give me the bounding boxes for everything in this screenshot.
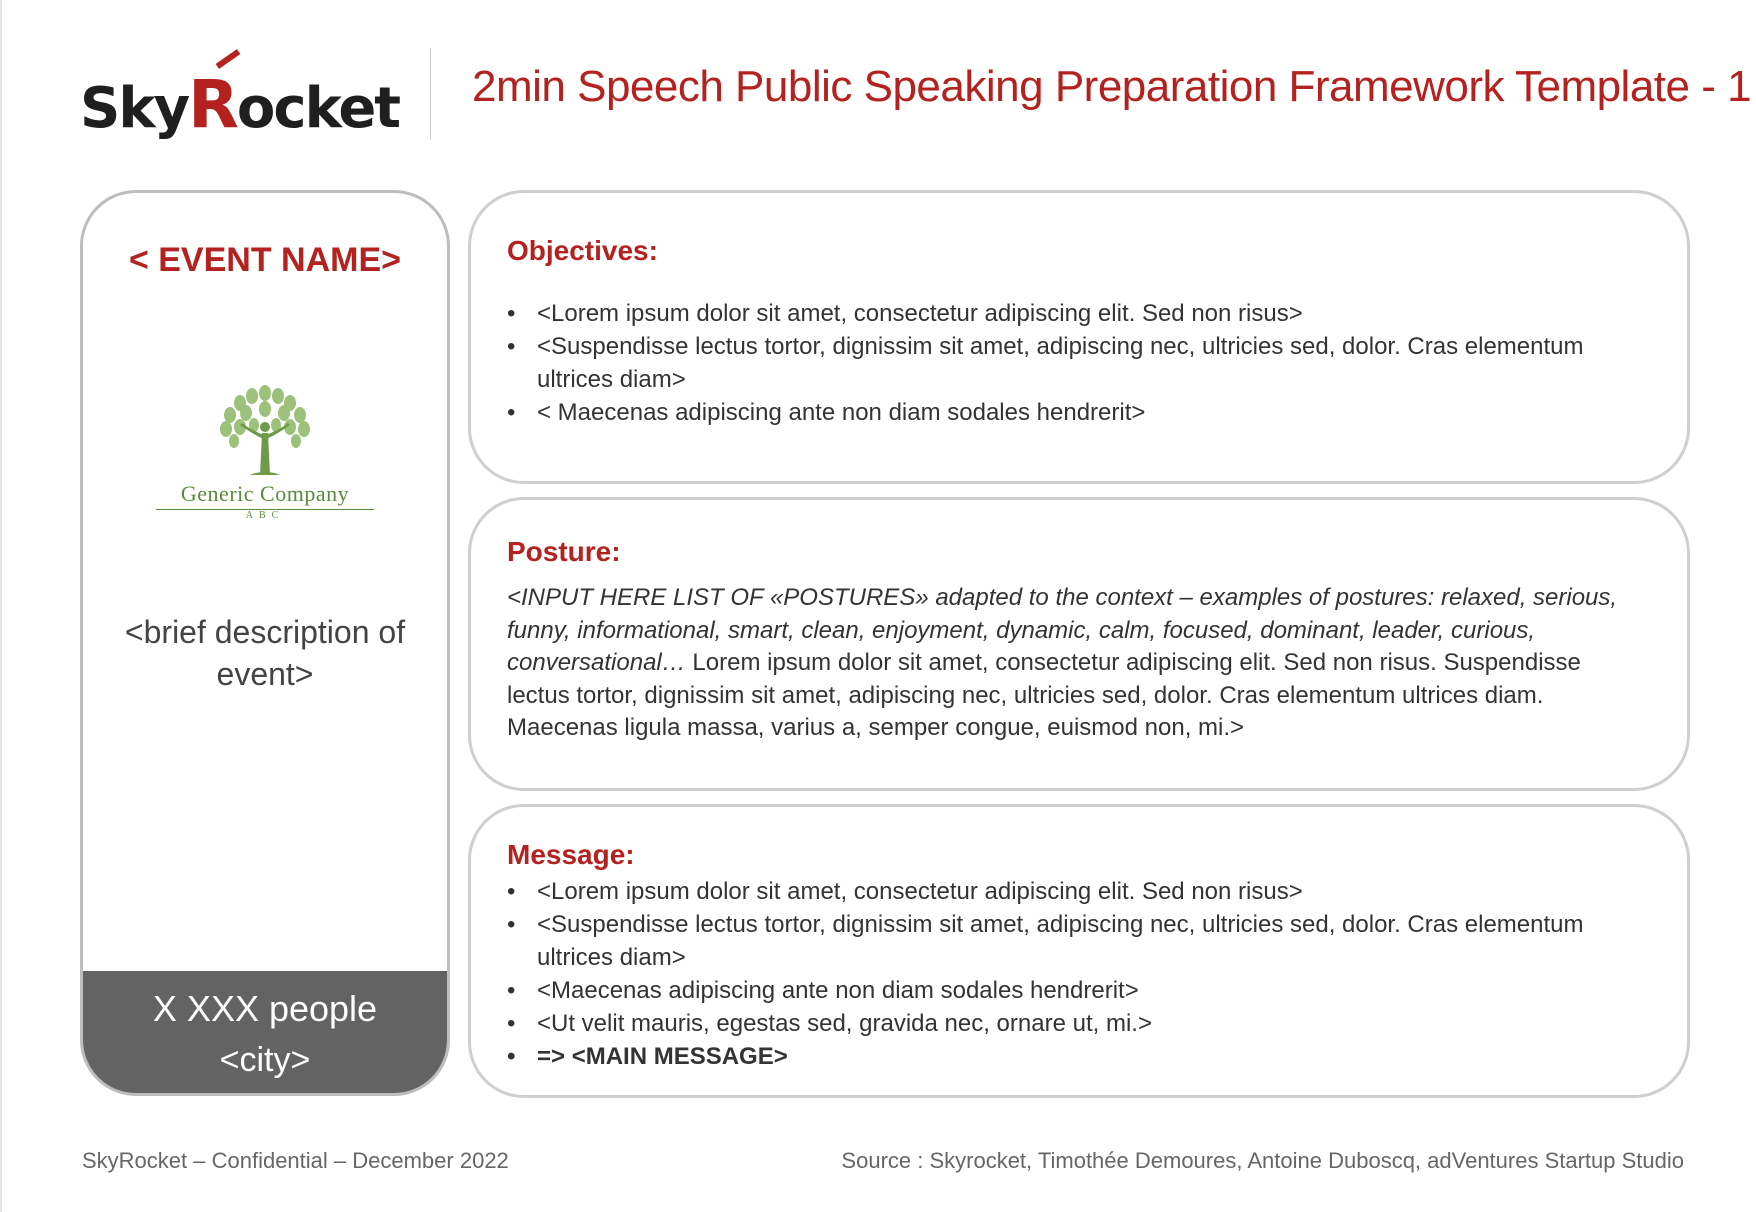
posture-title: Posture: (507, 536, 621, 567)
event-audience-band (83, 971, 447, 1093)
list-item: • <Ut velit mauris, egestas sed, gravida nec, ornare ut, mi.> (507, 1007, 1647, 1040)
footer-source: Source : Skyrocket, Timothée Demoures, Antoine Duboscq, adVentures Startup Studio (841, 1148, 1684, 1173)
posture-italic-text: <INPUT HERE LIST OF «POSTURES» adapted to the context – examples of postures: relaxed, serious, funny, informational, smart, clean, enjoyment, dynamic, calm, focused, dominant, leader, curious, conversational… (507, 584, 1618, 676)
main-message-item: • => <MAIN MESSAGE> (507, 1040, 1647, 1073)
company-name: Generic Company (180, 481, 350, 506)
list-item: • <Suspendisse lectus tortor, dignissim sit amet, adipiscing nec, ultricies sed, dolor. Cras elementum ultrices diam> (507, 330, 1647, 396)
event-name: < EVENT NAME> (128, 241, 402, 279)
message-title: Message: (507, 839, 635, 870)
message-list (507, 875, 1647, 1073)
list-item: • <Lorem ipsum dolor sit amet, consectetur adipiscing elit. Sed non risus> (507, 875, 1647, 908)
list-item: • <Lorem ipsum dolor sit amet, consectetur adipiscing elit. Sed non risus> (507, 297, 1647, 330)
posture-plain-text: Lorem ipsum dolor sit amet, consectetur adipiscing elit. Sed non risus. Suspendisse lectus tortor, dignissim sit amet, adipiscing nec, ultricies sed, dolor. Cras elementum ultrices diam. Maecenas ligula massa, varius a, semper congue, euismod non, mi.> (507, 649, 1581, 741)
header-divider (430, 48, 431, 140)
objectives-list (507, 297, 1647, 429)
posture-text (507, 582, 1647, 745)
objectives-card (468, 190, 1690, 484)
logo-r: R (188, 66, 237, 143)
list-item: • <Maecenas adipiscing ante non diam sodales hendrerit> (507, 974, 1647, 1007)
skyrocket-logo (80, 38, 400, 143)
logo-prefix: Sky (80, 76, 189, 141)
event-city: <city> (219, 1041, 311, 1079)
list-item: • < Maecenas adipiscing ante non diam sodales hendrerit> (507, 396, 1647, 429)
tree-icon (210, 383, 320, 479)
message-card (468, 804, 1690, 1098)
company-sub: ABC (156, 509, 374, 522)
event-description: <brief description of event> (124, 614, 406, 692)
objectives-title: Objectives: (507, 235, 658, 266)
posture-card (468, 497, 1690, 791)
event-card (80, 190, 450, 1096)
logo-suffix: ocket (236, 76, 400, 141)
event-people-count: X XXX people (152, 988, 378, 1029)
page-title: 2min Speech Public Speaking Preparation Framework Template - 1 (472, 62, 1752, 111)
footer-confidential: SkyRocket – Confidential – December 2022 (82, 1148, 509, 1173)
list-item: • <Suspendisse lectus tortor, dignissim sit amet, adipiscing nec, ultricies sed, dolor. Cras elementum ultrices diam> (507, 908, 1647, 974)
company-logo (150, 383, 380, 523)
